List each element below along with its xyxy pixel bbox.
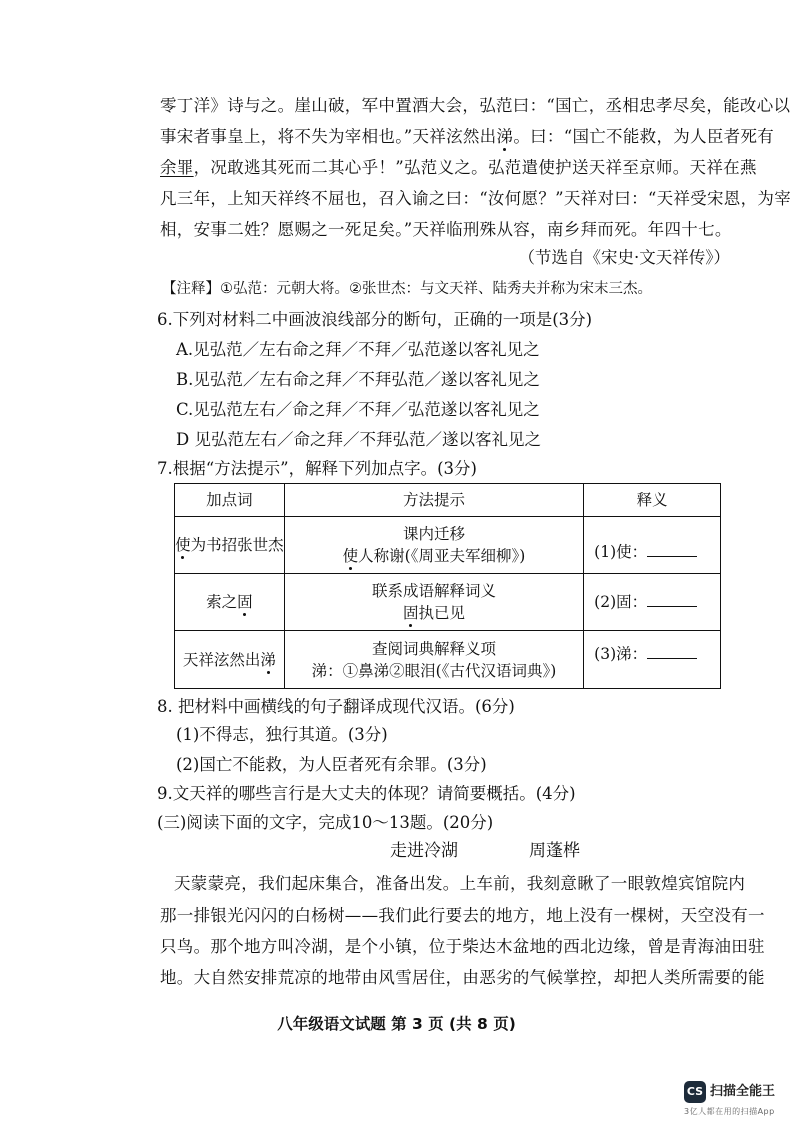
- header-meaning: 释义: [584, 484, 721, 517]
- question-6-option-a: A.见弘范／左右命之拜／不拜／弘范遂以客礼见之: [176, 340, 540, 359]
- article-line-1: 天蒙蒙亮，我们起床集合，准备出发。上车前，我刻意瞅了一眼敦煌宾馆院内: [174, 874, 746, 893]
- question-6-option-b: B.见弘范／左右命之拜／不拜弘范／遂以客礼见之: [176, 370, 540, 389]
- question-6-option-d: D 见弘范左右／命之拜／不拜弘范／遂以客礼见之: [176, 430, 541, 449]
- dotted-char: 使: [175, 536, 191, 554]
- section-3-heading: (三)阅读下面的文字，完成10～13题。(20分): [157, 813, 494, 832]
- passage-line-5: 相，安事二姓？愿赐之一死足矣。”天祥临刑殊从容，南乡拜而死。年四十七。: [160, 220, 732, 239]
- article-title: 走进冷湖: [390, 841, 458, 861]
- table-row: [175, 574, 721, 631]
- answer-blank-1[interactable]: [647, 542, 697, 557]
- table-row: [175, 631, 721, 689]
- dotted-char: 涕: [260, 650, 276, 669]
- question-6-option-c: C.见弘范左右／命之拜／不拜／弘范遂以客礼见之: [176, 400, 540, 419]
- question-8-stem: 8. 把材料中画横线的句子翻译成现代汉语。(6分): [157, 697, 515, 716]
- page-footer: 八年级语文试题 第 3 页 (共 8 页): [277, 1015, 516, 1033]
- cell-answer: (2)固：: [584, 574, 721, 631]
- article-line-3: 只鸟。那个地方叫冷湖，是个小镇，位于柴达木盆地的西北边缘，曾是青海油田驻: [160, 937, 765, 956]
- answer-blank-2[interactable]: [647, 592, 697, 607]
- question-6-stem: 6.下列对材料二中画波浪线部分的断句，正确的一项是(3分): [157, 310, 593, 329]
- header-word: 加点词: [175, 484, 285, 517]
- header-method: 方法提示: [284, 484, 583, 517]
- cell-method: 课内迁移 使人称谢(《周亚夫军细柳》): [284, 517, 583, 574]
- passage-line-1: 零丁洋》诗与之。崖山破，军中置酒大会，弘范曰：“国亡，丞相忠孝尽矣，能改心以: [160, 96, 791, 115]
- scanner-app-name: 扫描全能王: [710, 1084, 776, 1099]
- cell-word: 使为书招张世杰: [175, 517, 285, 574]
- annotation-note: 【注释】①弘范：元朝大将。②张世杰：与文天祥、陆秀夫并称为宋末三杰。: [162, 281, 652, 297]
- scanner-tagline: 3亿人都在用的扫描App: [684, 1107, 775, 1116]
- question-9-stem: 9.文天祥的哪些言行是大丈夫的体现？请简要概括。(4分): [157, 784, 576, 803]
- cell-method: 联系成语解释词义 固执已见: [284, 574, 583, 631]
- cell-word: 天祥泫然出涕: [175, 631, 285, 689]
- cell-method: 查阅词典解释义项 涕：①鼻涕②眼泪(《古代汉语词典》): [284, 631, 583, 689]
- cell-word: 索之固: [175, 574, 285, 631]
- cell-answer: (3)涕：: [584, 631, 721, 689]
- dotted-char: 涕: [496, 127, 514, 146]
- question-8-sentence-2: (2)国亡不能救，为人臣者死有余罪。(3分): [176, 755, 487, 774]
- passage-line-2: 事宋者事皇上，将不失为宰相也。”天祥泫然出涕。曰：“国亡不能救，为人臣者死有: [160, 127, 775, 146]
- article-author: 周蓬桦: [529, 841, 580, 861]
- question-8-sentence-1: (1)不得志，独行其道。(3分): [176, 725, 388, 744]
- question-7-stem: 7.根据“方法提示”，解释下列加点字。(3分): [157, 459, 477, 478]
- passage-line-3: 余罪，况敢逃其死而二其心乎！”弘范义之。弘范遣使护送天祥至京师。天祥在燕: [160, 158, 757, 177]
- dotted-char: 使: [342, 547, 359, 565]
- table-row: [175, 517, 721, 574]
- answer-blank-3[interactable]: [647, 644, 697, 659]
- article-line-4: 地。大自然安排荒凉的地带由风雪居住，由恶劣的气候掌控，却把人类所需要的能: [160, 968, 765, 987]
- dotted-char: 固: [402, 604, 419, 622]
- table-header-row: [175, 484, 721, 517]
- scanner-logo-icon: CS: [684, 1081, 706, 1103]
- method-hint-table: [174, 483, 721, 689]
- dotted-char: 固: [237, 593, 253, 611]
- passage-source: （节选自《宋史·文天祥传》）: [518, 248, 730, 267]
- underlined-phrase: 余罪: [160, 158, 194, 177]
- cell-answer: (1)使：: [584, 517, 721, 574]
- article-line-2: 那一排银光闪闪的白杨树——我们此行要去的地方，地上没有一棵树，天空没有一: [160, 906, 765, 925]
- passage-line-4: 凡三年，上知天祥终不屈也，召入谕之曰：“汝何愿？”天祥对曰：“天祥受宋恩，为宰: [160, 189, 792, 208]
